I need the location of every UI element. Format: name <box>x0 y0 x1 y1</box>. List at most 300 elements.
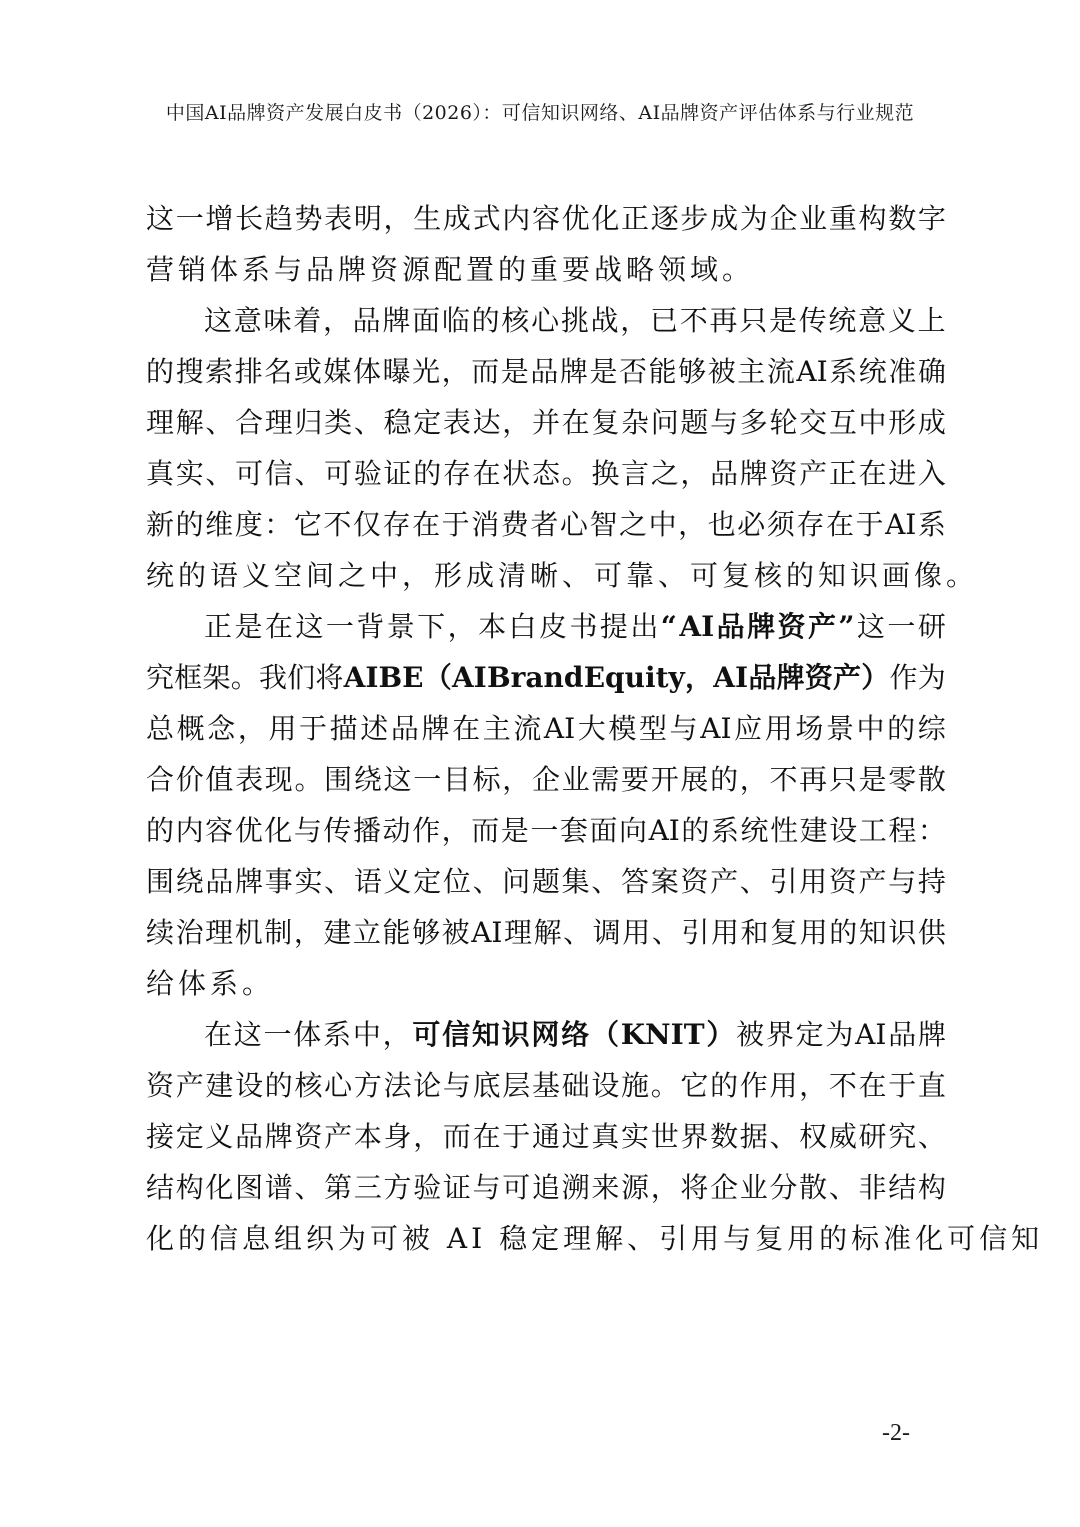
text-line <box>146 1111 946 1162</box>
glyph: 与 <box>669 712 698 745</box>
glyph: 法 <box>383 1069 412 1102</box>
glyph: 事 <box>264 865 293 898</box>
glyph: 理 <box>205 916 234 949</box>
glyph: 构 <box>175 1171 204 1204</box>
glyph: 溯 <box>561 1171 590 1204</box>
glyph: 、 <box>353 406 382 439</box>
glyph: 在 <box>561 406 590 439</box>
glyph: 须 <box>766 508 795 541</box>
text-line <box>146 1213 1044 1264</box>
glyph: 接 <box>146 1120 175 1153</box>
glyph: 复 <box>591 406 620 439</box>
glyph: 牌 <box>747 610 776 643</box>
glyph: 智 <box>589 508 618 541</box>
glyph: 重 <box>828 202 857 235</box>
glyph: 围 <box>146 865 175 898</box>
glyph: 产 <box>324 1120 353 1153</box>
glyph: 系 <box>917 508 946 541</box>
glyph: 被 <box>736 1018 765 1051</box>
glyph: ， <box>678 508 707 541</box>
glyph: 牌 <box>559 355 588 388</box>
page-header: 中国AI品牌资产发展白皮书（2026）：可信知识网络、AI品牌资产评估体系与行业规范 <box>165 102 915 124</box>
glyph: 调 <box>592 916 621 949</box>
paragraph <box>146 1009 1044 1264</box>
glyph: 、 <box>324 865 353 898</box>
glyph: 信 <box>442 1018 471 1051</box>
glyph: 换 <box>591 457 620 490</box>
glyph: 产 <box>175 1069 204 1102</box>
glyph: 、 <box>739 865 768 898</box>
glyph: 表 <box>324 202 353 235</box>
glyph: 逐 <box>650 202 679 235</box>
glyph: 产 <box>833 661 862 694</box>
glyph: 曝 <box>382 355 411 388</box>
glyph: 正 <box>621 202 650 235</box>
glyph: ， <box>441 814 470 847</box>
glyph: ： <box>264 508 293 541</box>
glyph: 搜 <box>175 355 204 388</box>
glyph: 理 <box>504 916 533 949</box>
glyph: AI <box>451 661 487 694</box>
glyph: 层 <box>502 1069 531 1102</box>
glyph: 不 <box>323 508 352 541</box>
glyph: 产 <box>710 865 739 898</box>
glyph: ， <box>799 1069 828 1102</box>
glyph: 机 <box>234 916 263 949</box>
glyph: 识 <box>888 916 917 949</box>
glyph: 问 <box>502 865 531 898</box>
glyph: 用 <box>710 916 739 949</box>
glyph: 现 <box>264 763 293 796</box>
glyph: 、 <box>591 865 620 898</box>
glyph: 之 <box>650 457 679 490</box>
glyph: 产 <box>858 865 887 898</box>
glyph: 优 <box>234 814 263 847</box>
glyph: 于 <box>502 1120 531 1153</box>
glyph: 牌 <box>382 304 411 337</box>
glyph: 互 <box>828 406 857 439</box>
paragraph <box>146 193 946 295</box>
glyph: 问 <box>650 406 679 439</box>
glyph: 位 <box>442 865 471 898</box>
glyph: 、 <box>205 457 234 490</box>
glyph: 书 <box>569 610 598 643</box>
glyph: 形 <box>888 406 917 439</box>
glyph: 是 <box>500 814 529 847</box>
text-line <box>146 193 946 244</box>
glyph: 成 <box>442 202 471 235</box>
text-line <box>146 1009 946 1060</box>
glyph: 为 <box>739 202 768 235</box>
glyph: 散 <box>917 763 946 796</box>
glyph: ， <box>322 304 351 337</box>
glyph: 、 <box>294 1171 323 1204</box>
glyph: 也 <box>707 508 736 541</box>
glyph: 体 <box>293 1018 322 1051</box>
glyph: 景 <box>386 610 415 643</box>
glyph: 真 <box>591 1120 620 1153</box>
glyph: 字 <box>917 202 946 235</box>
glyph: 表 <box>235 763 264 796</box>
glyph: 中 <box>856 712 885 745</box>
glyph: 名 <box>264 355 293 388</box>
glyph: 资 <box>294 1120 323 1153</box>
glyph: 是 <box>500 355 529 388</box>
glyph: 它 <box>293 508 322 541</box>
glyph: 性 <box>770 814 799 847</box>
text-line <box>146 346 946 397</box>
glyph: 在 <box>858 457 887 490</box>
glyph: 、 <box>651 916 680 949</box>
glyph: 资 <box>777 610 806 643</box>
glyph: 品 <box>352 304 381 337</box>
glyph: ， <box>413 1120 442 1153</box>
text-line <box>146 295 946 346</box>
glyph: AI <box>543 712 576 745</box>
glyph: AI <box>796 355 828 388</box>
glyph: 验 <box>353 457 382 490</box>
glyph: 向 <box>619 814 648 847</box>
glyph: 品 <box>716 610 745 643</box>
glyph: 界 <box>765 1018 794 1051</box>
glyph: AI <box>679 610 715 643</box>
glyph: 并 <box>531 406 560 439</box>
glyph: 牌 <box>235 865 264 898</box>
glyph: 品 <box>390 712 419 745</box>
paragraph <box>146 295 979 601</box>
glyph: 只 <box>739 304 768 337</box>
glyph: 用 <box>799 865 828 898</box>
glyph: 是 <box>858 763 887 796</box>
glyph: 的 <box>887 712 916 745</box>
glyph: AIBE <box>343 661 424 694</box>
glyph: 入 <box>917 457 946 490</box>
glyph: 知 <box>471 1018 500 1051</box>
glyph: 意 <box>233 304 262 337</box>
paragraph <box>146 601 946 1009</box>
glyph: 建 <box>323 916 352 949</box>
glyph: 数 <box>888 202 917 235</box>
glyph: 验 <box>413 1171 442 1204</box>
glyph: 基 <box>531 1069 560 1102</box>
glyph: 信 <box>264 457 293 490</box>
glyph: AI <box>885 508 917 541</box>
glyph: 核 <box>501 304 530 337</box>
glyph: 程 <box>888 814 917 847</box>
glyph: 持 <box>917 865 946 898</box>
glyph: 必 <box>737 508 766 541</box>
glyph: 本 <box>353 1120 382 1153</box>
glyph: 企 <box>710 1171 739 1204</box>
glyph: 我 <box>258 661 287 694</box>
text-segment: 化的信息组织为可被 AI 稳定理解、引用与复用的标准化可信知 <box>146 1222 1044 1255</box>
glyph: 确 <box>917 355 946 388</box>
glyph: 将 <box>680 1171 709 1204</box>
glyph: 分 <box>769 1171 798 1204</box>
glyph: 这 <box>233 1018 262 1051</box>
glyph: 设 <box>591 1069 620 1102</box>
glyph: 化 <box>591 202 620 235</box>
glyph: 第 <box>324 1171 353 1204</box>
glyph: 作 <box>889 661 918 694</box>
glyph: 的 <box>146 355 175 388</box>
glyph: 长 <box>235 202 264 235</box>
glyph: 续 <box>146 916 175 949</box>
glyph: 容 <box>205 814 234 847</box>
glyph: 是 <box>234 610 263 643</box>
glyph: 主 <box>737 355 766 388</box>
glyph: 方 <box>383 1171 412 1204</box>
glyph: 一 <box>175 202 204 235</box>
glyph: 而 <box>471 814 500 847</box>
glyph: 与 <box>472 1171 501 1204</box>
glyph: 够 <box>412 916 441 949</box>
glyph: 治 <box>175 916 204 949</box>
glyph: 这 <box>383 763 412 796</box>
glyph: 结 <box>146 1171 175 1204</box>
glyph: 实 <box>175 457 204 490</box>
glyph: 据 <box>739 1120 768 1153</box>
glyph: 系 <box>829 355 858 388</box>
glyph: 、 <box>828 1171 857 1204</box>
glyph: 的 <box>471 304 500 337</box>
glyph: 被 <box>441 916 470 949</box>
body-text <box>146 193 1044 1264</box>
glyph: 为 <box>825 1018 854 1051</box>
glyph: 在 <box>825 508 854 541</box>
glyph: 统 <box>858 355 887 388</box>
glyph: 牌 <box>264 1120 293 1153</box>
glyph: 不 <box>828 1069 857 1102</box>
glyph: 资 <box>146 1069 175 1102</box>
glyph: 用 <box>622 916 651 949</box>
glyph: 主 <box>482 712 511 745</box>
glyph: 心 <box>559 508 588 541</box>
glyph: 价 <box>175 763 204 796</box>
glyph: 只 <box>828 763 857 796</box>
glyph: 。 <box>230 661 259 694</box>
glyph: 证 <box>383 457 412 490</box>
glyph: 用 <box>769 1069 798 1102</box>
glyph: AI <box>700 712 732 745</box>
glyph: AI <box>471 916 503 949</box>
glyph: 中 <box>648 508 677 541</box>
glyph: ， <box>502 406 531 439</box>
glyph: 上 <box>917 304 946 337</box>
glyph: 络 <box>561 1018 590 1051</box>
text-line <box>146 448 946 499</box>
glyph: 生 <box>413 202 442 235</box>
glyph: Brand <box>486 661 584 694</box>
glyph: 建 <box>205 1069 234 1102</box>
glyph: 消 <box>471 508 500 541</box>
glyph: 的 <box>681 814 710 847</box>
glyph: 成 <box>710 202 739 235</box>
text-line <box>146 907 946 958</box>
glyph: 源 <box>621 1171 650 1204</box>
glyph: 在 <box>412 508 441 541</box>
glyph: 战 <box>590 304 619 337</box>
glyph: 套 <box>559 814 588 847</box>
glyph: ， <box>382 1018 411 1051</box>
glyph: 系 <box>323 1018 352 1051</box>
glyph: 题 <box>680 406 709 439</box>
glyph: 核 <box>294 1069 323 1102</box>
glyph: KNIT <box>620 1018 705 1051</box>
glyph: 定 <box>413 865 442 898</box>
glyph: 内 <box>175 814 204 847</box>
glyph: 皮 <box>538 610 567 643</box>
glyph: 品 <box>748 661 777 694</box>
glyph: 增 <box>205 202 234 235</box>
glyph: 白 <box>508 610 537 643</box>
glyph: 结 <box>888 1171 917 1204</box>
glyph: 资 <box>769 457 798 490</box>
glyph: 流 <box>513 712 542 745</box>
glyph: 题 <box>531 865 560 898</box>
text-line <box>146 244 946 295</box>
glyph: 散 <box>799 1171 828 1204</box>
glyph: 大 <box>577 712 606 745</box>
glyph: ， <box>680 457 709 490</box>
glyph: 者 <box>530 508 559 541</box>
glyph: 一 <box>413 763 442 796</box>
text-line <box>146 805 946 856</box>
glyph: 立 <box>352 916 381 949</box>
glyph: 义 <box>887 304 916 337</box>
text-line <box>146 601 946 652</box>
glyph: 步 <box>680 202 709 235</box>
glyph: 开 <box>650 763 679 796</box>
glyph: 面 <box>589 814 618 847</box>
glyph: 的 <box>710 763 739 796</box>
glyph: 产 <box>799 457 828 490</box>
glyph: 企 <box>769 202 798 235</box>
glyph: 明 <box>353 202 382 235</box>
glyph: 设 <box>235 1069 264 1102</box>
glyph: 义 <box>383 865 412 898</box>
glyph: 施 <box>621 1069 650 1102</box>
glyph: 企 <box>531 763 560 796</box>
glyph: 这 <box>295 610 324 643</box>
glyph: 解 <box>533 916 562 949</box>
glyph: 可 <box>324 457 353 490</box>
glyph: 设 <box>829 814 858 847</box>
glyph: 与 <box>293 814 322 847</box>
glyph: 真 <box>146 457 175 490</box>
glyph: 方 <box>353 1069 382 1102</box>
glyph: 义 <box>205 1120 234 1153</box>
glyph: 实 <box>621 1120 650 1153</box>
glyph: 用 <box>799 916 828 949</box>
glyph: 中 <box>352 1018 381 1051</box>
glyph: 挑 <box>560 304 589 337</box>
glyph: 可 <box>412 1018 441 1051</box>
glyph: 究 <box>146 661 175 694</box>
glyph: 再 <box>799 763 828 796</box>
glyph: 定 <box>795 1018 824 1051</box>
glyph: 品 <box>530 355 559 388</box>
text-line <box>146 652 946 703</box>
glyph: 零 <box>888 763 917 796</box>
glyph: 正 <box>204 610 233 643</box>
glyph: 容 <box>531 202 560 235</box>
glyph: 要 <box>621 763 650 796</box>
glyph: 之 <box>619 508 648 541</box>
glyph: 它 <box>680 1069 709 1102</box>
glyph: 排 <box>234 355 263 388</box>
glyph: 仅 <box>352 508 381 541</box>
glyph: 身 <box>383 1120 412 1153</box>
text-line <box>146 856 946 907</box>
glyph: 、 <box>205 406 234 439</box>
glyph: 费 <box>500 508 529 541</box>
glyph: 。 <box>561 457 590 490</box>
glyph: 世 <box>650 1120 679 1153</box>
glyph: 动 <box>382 814 411 847</box>
glyph: 的 <box>829 916 858 949</box>
glyph: 和 <box>740 916 769 949</box>
glyph: 味 <box>263 304 292 337</box>
glyph: 传 <box>798 304 827 337</box>
glyph: 定 <box>413 406 442 439</box>
glyph: 播 <box>352 814 381 847</box>
glyph: 这 <box>856 610 885 643</box>
glyph: 于 <box>441 508 470 541</box>
glyph: 、 <box>917 1120 946 1153</box>
glyph: 应 <box>734 712 763 745</box>
glyph: 通 <box>531 1120 560 1153</box>
glyph: 研 <box>858 1120 887 1153</box>
glyph: （ <box>590 1018 619 1051</box>
glyph: 资 <box>828 865 857 898</box>
glyph: 表 <box>442 406 471 439</box>
glyph: 在 <box>472 1120 501 1153</box>
glyph: 过 <box>561 1120 590 1153</box>
glyph: 型 <box>639 712 668 745</box>
glyph: 流 <box>766 355 795 388</box>
glyph: 能 <box>648 355 677 388</box>
glyph: 牌 <box>739 457 768 490</box>
glyph: 底 <box>472 1069 501 1102</box>
glyph: 品 <box>235 1120 264 1153</box>
glyph: 作 <box>739 1069 768 1102</box>
glyph: 合 <box>235 406 264 439</box>
glyph: 意 <box>858 304 887 337</box>
glyph: ， <box>441 355 470 388</box>
glyph: 统 <box>828 304 857 337</box>
glyph: “ <box>660 610 677 643</box>
glyph: ， <box>650 1171 679 1204</box>
glyph: 传 <box>323 814 352 847</box>
glyph: 在 <box>858 1069 887 1102</box>
glyph: 非 <box>858 1171 887 1204</box>
glyph: 知 <box>858 916 887 949</box>
glyph: 交 <box>799 406 828 439</box>
glyph: 正 <box>828 457 857 490</box>
text-line <box>146 397 946 448</box>
glyph: 这 <box>204 304 233 337</box>
glyph: 出 <box>630 610 659 643</box>
glyph: 、 <box>472 865 501 898</box>
glyph: 建 <box>799 814 828 847</box>
glyph: 轮 <box>769 406 798 439</box>
glyph: 、 <box>294 457 323 490</box>
glyph: 媒 <box>323 355 352 388</box>
glyph: 牌 <box>421 712 450 745</box>
glyph: 一 <box>263 1018 292 1051</box>
glyph: 是 <box>589 355 618 388</box>
